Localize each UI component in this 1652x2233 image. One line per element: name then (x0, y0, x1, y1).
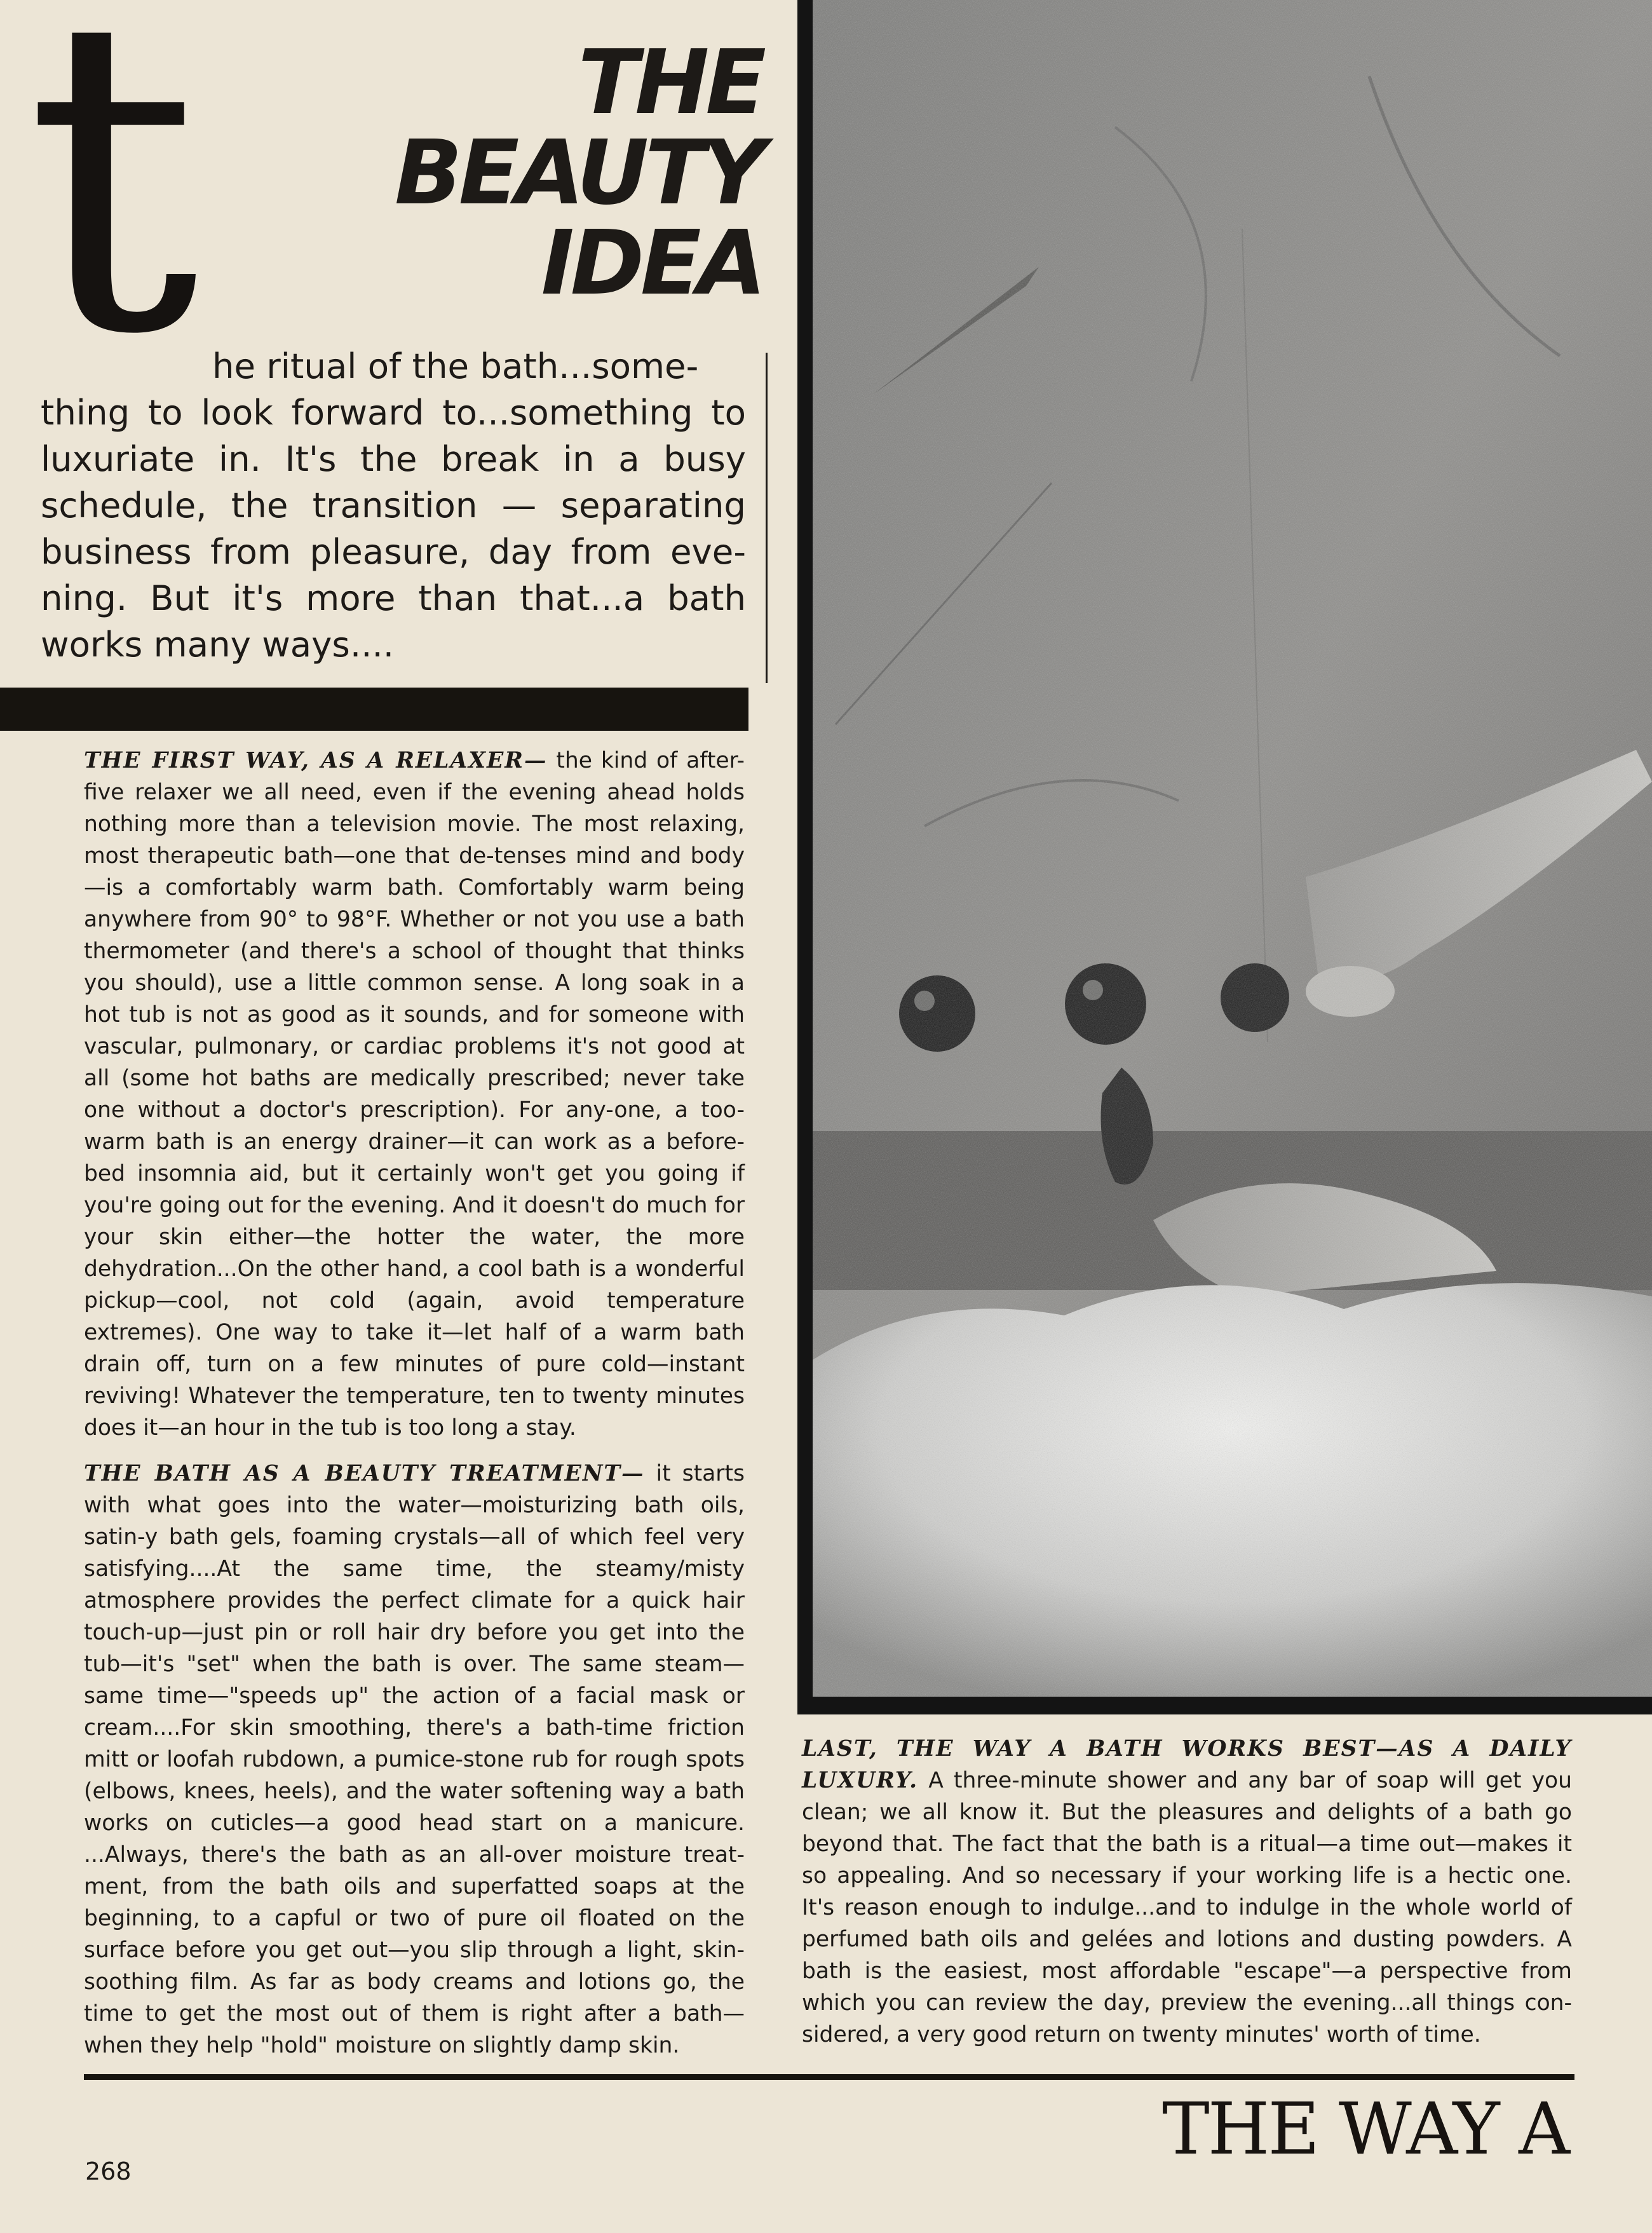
section-luxury-lead-in: LAST, THE WAY A BATH WORKS BEST—AS A DAILY LUXURY. (802, 1736, 1572, 1793)
page-number: 268 (85, 2157, 132, 2185)
section-divider-bar (0, 688, 748, 731)
headline-line-3: IDEA (541, 212, 762, 315)
section-beauty-lead-in: THE BATH AS A BEAUTY TREATMENT— (84, 1461, 645, 1486)
drop-cap-letter: t (25, 0, 200, 429)
bath-photo (797, 0, 1652, 1714)
continued-headline: THE WAY A (1161, 2088, 1568, 2171)
section-beauty-treatment (84, 1458, 745, 2061)
headline-line-1: THE (578, 31, 762, 135)
vertical-rule (766, 353, 768, 683)
section-relaxer-text: the kind of after-five relaxer we all need, even if the evening ahead holds nothing more than a television movie. The most relaxing, most therapeutic bath—one that de-tenses mind and body—is a comfortably warm bath. Comfortably warm being anywhere from 90° to 98°F. Whether or not you use a bath thermometer (and there's a school of thought that thinks you should), use a little common sense. A long soak in a hot tub is not as good as it sounds, and for someone with vascular, pulmonary, or cardiac problems it's not good at all (some hot baths are medically prescribed; never take one without a doctor's prescription). For any-one, a too-warm bath is an energy drainer—it can work as a before-bed insomnia aid, but it certainly won't get you going if you're going out for the evening. And it doesn't do much for your skin either—the hotter the water, the more dehydration...On the other hand, a cool bath is a wonderful pickup—cool, not cold (again, avoid temperature extremes). One way to take it—let half of a warm bath drain off, turn on a few minutes of pure cold—instant reviving! Whatever the temperature, ten to twenty minutes does it—an hour in the tub is too long a stay. (84, 748, 745, 1441)
lead-first-line: he ritual of the bath...some- (212, 346, 699, 386)
headline-line-2: BEAUTY (395, 121, 762, 225)
lead-rest: thing to look forward to...something to luxuriate in. It's the break in a busy schedule, the transition — separating business from pleasure, day from eve-ning. But it's more than that...a bath works many ways.... (41, 392, 746, 665)
headline (203, 31, 762, 315)
bottom-rule (84, 2074, 1574, 2080)
section-beauty-text: it starts with what goes into the water—moisturizing bath oils, satin-y bath gels, foaming crystals—all of which feel very satisfying....At the same time, the steamy/misty atmosphere provides the perfect climate for a quick hair touch-up—just pin or roll hair dry before you get into the tub—it's "set" when the bath is over. The same steam—same time—"speeds up" the action of a facial mask or cream....For skin smoothing, there's a bath-time friction mitt or loofah rubdown, a pumice-stone rub for rough spots (elbows, knees, heels), and the water softening way a bath works on cuticles—a good head start on a manicure. ...Always, there's the bath as an all-over moisture treat-ment, from the bath oils and superfatted soaps at the beginning, to a capful or two of pure oil floated on the surface before you get out—you slip through a light, skin-soothing film. As far as body creams and lotions go, the time to get the most out of them is right after a bath—when they help "hold" moisture on slightly damp skin. (84, 1461, 745, 2058)
section-relaxer (84, 745, 745, 1444)
section-relaxer-lead-in: THE FIRST WAY, AS A RELAXER— (84, 748, 548, 773)
lead-paragraph (41, 343, 746, 668)
section-daily-luxury (802, 1733, 1572, 2051)
right-column (802, 1733, 1572, 2065)
left-column (84, 745, 745, 2075)
section-luxury-text: A three-minute shower and any bar of soap will get you clean; we all know it. But the pleasures and delights of a bath go beyond that. The fact that the bath is a ritual—a time out—makes it so appealing. And so necessary if your working life is a hectic one. It's reason enough to indulge...and to indulge in the whole world of perfumed bath oils and gelées and lotions and dusting powders. A bath is the easiest, most affordable "escape"—a perspective from which you can review the day, preview the evening...all things con-sidered, a very good return on twenty minutes' worth of time. (802, 1768, 1572, 2047)
